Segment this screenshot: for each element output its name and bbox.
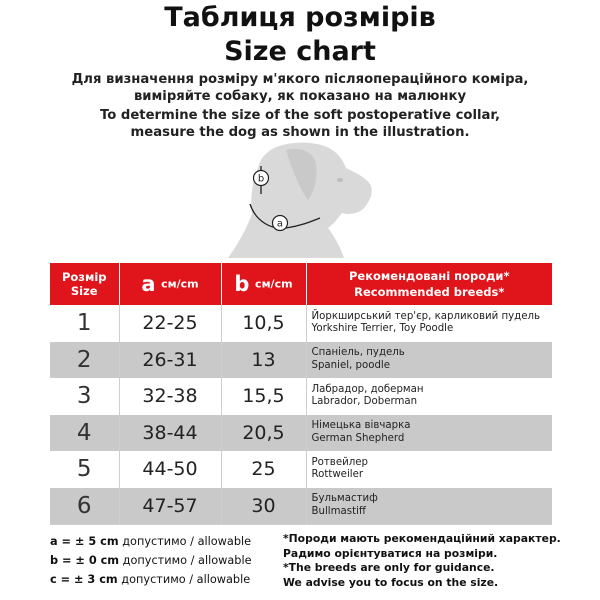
cell-size: 1 — [50, 305, 119, 342]
cell-breed — [306, 305, 552, 342]
title-english: Size chart — [224, 36, 376, 67]
tolerance-b-text: допустимо / allowable — [122, 554, 252, 567]
cell-b: 15,5 — [221, 378, 306, 415]
marker-b-label: b — [257, 173, 265, 185]
dog-eye — [337, 178, 343, 182]
header-a-letter: a — [141, 272, 156, 296]
header-breeds-en: Recommended breeds* — [354, 285, 505, 299]
header-a-unit: см/cm — [161, 277, 199, 291]
header-b-unit: см/cm — [255, 277, 293, 291]
title-ukrainian: Таблиця розмірів — [164, 2, 436, 33]
cell-b: 30 — [221, 488, 306, 525]
cell-size: 4 — [50, 415, 119, 452]
breed-uk: Німецька вівчарка — [311, 420, 411, 432]
table-row — [50, 305, 552, 342]
header-breeds — [306, 263, 552, 305]
tolerance-c — [50, 570, 252, 589]
header-b-letter: b — [234, 272, 250, 296]
table-row — [50, 342, 552, 379]
cell-breed — [306, 451, 552, 488]
tolerance-b-label: b = ± 0 cm — [50, 554, 120, 567]
instruction-en-line-1: To determine the size of the soft postoperative collar, — [99, 108, 501, 123]
tolerance-notes — [50, 532, 252, 589]
cell-breed — [306, 415, 552, 452]
breed-en: Labrador, Doberman — [311, 396, 418, 408]
header-size-uk: Розмір — [61, 270, 107, 284]
instruction-en-line-2: measure the dog as shown in the illustration. — [130, 125, 470, 140]
breed-footnote — [283, 532, 561, 591]
tolerance-a-label: a = ± 5 cm — [50, 535, 119, 548]
cell-a: 38-44 — [119, 415, 221, 452]
table-row — [50, 415, 552, 452]
cell-size: 2 — [50, 342, 119, 379]
table-row — [50, 488, 552, 525]
cell-size: 6 — [50, 488, 119, 525]
cell-size: 3 — [50, 378, 119, 415]
cell-breed — [306, 488, 552, 525]
cell-a: 44-50 — [119, 451, 221, 488]
cell-a: 47-57 — [119, 488, 221, 525]
cell-breed — [306, 378, 552, 415]
cell-b: 13 — [221, 342, 306, 379]
tolerance-c-text: допустимо / allowable — [121, 573, 251, 586]
tolerance-a-text: допустимо / allowable — [122, 535, 252, 548]
breed-en: Bullmastiff — [311, 505, 366, 517]
cell-a: 26-31 — [119, 342, 221, 379]
footnote-line-4: We advise you to focus on the size. — [283, 576, 499, 590]
header-a — [119, 263, 221, 305]
cell-b: 25 — [221, 451, 306, 488]
breed-en: Rottweiler — [311, 469, 364, 481]
header-breeds-uk: Рекомендовані породи* — [348, 269, 510, 283]
breed-en: Spaniel, poodle — [311, 359, 391, 371]
instruction-uk-line-1: Для визначення розміру м'якого післяопераційного коміра, — [71, 72, 529, 87]
breed-en: Yorkshire Terrier, Toy Poodle — [311, 323, 454, 335]
cell-a: 22-25 — [119, 305, 221, 342]
cell-b: 20,5 — [221, 415, 306, 452]
table-header-row — [50, 263, 552, 305]
breed-uk: Йоркширський тер'єр, карликовий пудель — [311, 310, 541, 322]
cell-b: 10,5 — [221, 305, 306, 342]
cell-size: 5 — [50, 451, 119, 488]
breed-uk: Бульмастиф — [311, 493, 378, 505]
breed-uk: Ротвейлер — [311, 456, 368, 468]
footnote-line-2: Радимо орієнтуватися на розміри. — [283, 546, 498, 560]
breed-uk: Лабрадор, доберман — [311, 383, 424, 395]
table-row — [50, 451, 552, 488]
cell-a: 32-38 — [119, 378, 221, 415]
cell-breed — [306, 342, 552, 379]
tolerance-c-label: c = ± 3 cm — [50, 573, 118, 586]
instruction-uk-line-2: виміряйте собаку, як показано на малюнку — [133, 89, 467, 104]
tolerance-a — [50, 532, 252, 551]
header-size — [50, 263, 119, 305]
breed-uk: Спаніель, пудель — [311, 347, 405, 359]
footnote-line-3: *The breeds are only for guidance. — [283, 561, 495, 575]
dog-measurement-illustration — [228, 140, 378, 258]
size-table — [50, 263, 552, 525]
header-b — [221, 263, 306, 305]
header-size-en: Size — [70, 284, 98, 298]
tolerance-b — [50, 551, 252, 570]
marker-a-label: a — [276, 218, 284, 230]
breed-en: German Shepherd — [311, 432, 405, 444]
footnote-line-1: *Породи мають рекомендаційний характер. — [283, 532, 561, 545]
table-row — [50, 378, 552, 415]
